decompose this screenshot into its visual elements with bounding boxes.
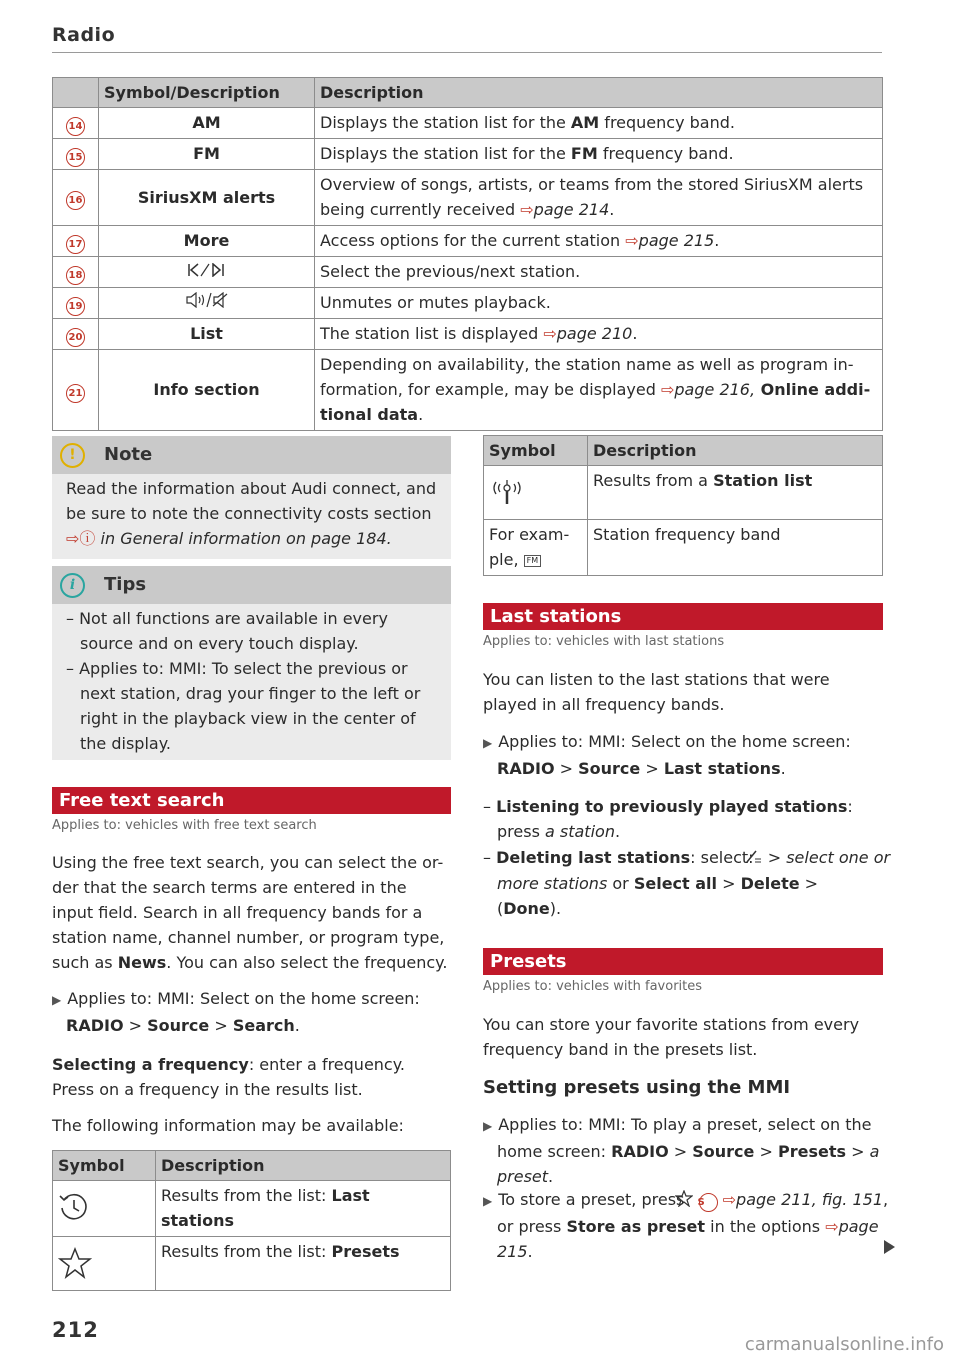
- symbol-more: More: [99, 226, 315, 257]
- row-description: Displays the station list for the FM frequency band.: [315, 139, 883, 170]
- page-link[interactable]: page 216,: [674, 380, 756, 399]
- callout-18: 18: [66, 266, 85, 285]
- col-header-symbol: Symbol: [484, 436, 588, 466]
- row-description: Results from the list: Last stations: [156, 1181, 451, 1237]
- symbol-siriusxm-alerts: SiriusXM alerts: [99, 170, 315, 226]
- table-row: [53, 226, 883, 257]
- row-description: Depending on availability, the station name as well as program in-formation, for example, may be displayed ⇨page 216, Online addi-tional data.: [315, 350, 883, 431]
- row-description: Unmutes or mutes playback.: [315, 288, 883, 319]
- page-link[interactable]: page 214: [533, 200, 610, 219]
- symbol-am: AM: [99, 108, 315, 139]
- page-link[interactable]: page 211,: [736, 1190, 817, 1209]
- presets-subheading: Setting presets using the MMI: [483, 1077, 791, 1098]
- radio-station-icon: [484, 466, 588, 520]
- page-link[interactable]: in General information on page 184.: [100, 529, 392, 548]
- tips-title: Tips: [104, 574, 147, 595]
- presets-step: ▶ To store a preset, press S ⇨page 211, fig. 151, or press Store as preset in the options ⇨page 215.: [483, 1190, 889, 1261]
- symbol-list: List: [99, 319, 315, 350]
- table-row: [484, 520, 883, 576]
- symbol-info-section: Info section: [99, 350, 315, 431]
- col-header-description: Description: [156, 1151, 451, 1181]
- table-row: [53, 257, 883, 288]
- header-divider: [52, 52, 882, 53]
- tips-box: [52, 566, 451, 760]
- table-row: [53, 319, 883, 350]
- fm-band-icon: FM: [524, 555, 542, 567]
- select-frequency-paragraph: Selecting a frequency: enter a frequency. Press on a frequency in the results list.: [52, 1055, 405, 1099]
- warning-icon: !: [60, 443, 85, 468]
- presets-step: ▶ Applies to: MMI: To play a preset, select on the home screen: RADIO > Source > Presets > a preset.: [483, 1115, 880, 1186]
- callout-20: 20: [66, 328, 85, 347]
- note-text: Read the information about Audi connect, and be sure to note the connectivity costs section ⇨ⓘ in General information on page 184.: [52, 474, 451, 559]
- frequency-example: For exam-ple, FM: [484, 520, 588, 576]
- table-row: [53, 108, 883, 139]
- edit-list-icon: [759, 846, 763, 871]
- section-heading-free-text-search: Free text search: [52, 787, 451, 814]
- table-row: [53, 170, 883, 226]
- row-description: Displays the station list for the AM frequency band.: [315, 108, 883, 139]
- col-header-description: Description: [588, 436, 883, 466]
- row-description: Station frequency band: [588, 520, 883, 576]
- table-row: [53, 350, 883, 431]
- skip-prev-next-icon: [99, 257, 315, 288]
- free-text-paragraph: Using the free text search, you can select the or-der that the search terms are entered in the input field. Search in all frequency bands for a station name, channel number, or program type, such as News. You can also select the frequency.: [52, 853, 448, 972]
- callout-21: 21: [66, 384, 85, 403]
- callout-16: 16: [66, 191, 85, 210]
- last-stations-paragraph: You can listen to the last stations that were played in all frequency bands.: [483, 670, 830, 714]
- free-text-symbol-table: [52, 1150, 451, 1291]
- note-box: [52, 436, 451, 559]
- table-row: [53, 139, 883, 170]
- star-icon: [53, 1237, 156, 1291]
- col-header-symbol: Symbol: [53, 1151, 156, 1181]
- tip-item: – Applies to: MMI: To select the previous or next station, drag your finger to the left or right in the playback view in the center of the display.: [66, 659, 421, 753]
- col-header-description: Description: [315, 78, 883, 108]
- applies-note: Applies to: vehicles with favorites: [483, 979, 703, 994]
- last-stations-list-item: – Listening to previously played stations: press a station.: [483, 797, 853, 841]
- table-row: [53, 1237, 451, 1291]
- table-row: [484, 466, 883, 520]
- tip-item: – Not all functions are available in every source and on every touch display.: [66, 609, 388, 653]
- row-description: Access options for the current station ⇨page 215.: [315, 226, 883, 257]
- last-stations-step: ▶ Applies to: MMI: Select on the home screen: RADIO > Source > Last stations.: [483, 732, 851, 778]
- col-header-symbol: Symbol/Description: [99, 78, 315, 108]
- following-info-text: The following information may be available:: [52, 1116, 404, 1135]
- callout-19: 19: [66, 297, 85, 316]
- page-number: 212: [52, 1318, 99, 1342]
- warning-small-icon: ⓘ: [79, 529, 96, 548]
- row-description: Select the previous/next station.: [315, 257, 883, 288]
- callout-s: S: [699, 1193, 718, 1212]
- row-description: The station list is displayed ⇨page 210.: [315, 319, 883, 350]
- row-description: Results from the list: Presets: [156, 1237, 451, 1291]
- callout-15: 15: [66, 148, 85, 167]
- page-link[interactable]: page 215: [497, 1217, 879, 1261]
- presets-paragraph: You can store your favorite stations from every frequency band in the presets list.: [483, 1015, 860, 1059]
- page-link[interactable]: page 210: [556, 324, 633, 343]
- applies-note: Applies to: vehicles with last stations: [483, 634, 725, 649]
- table-row: [53, 288, 883, 319]
- station-symbol-table: [483, 435, 883, 576]
- callout-14: 14: [66, 117, 85, 136]
- last-stations-list-item: – Deleting last stations: select: > select one or more stations or Select all > Delete > (Done).: [483, 848, 891, 918]
- section-heading-presets: Presets: [483, 948, 883, 975]
- section-heading-last-stations: Last stations: [483, 603, 883, 630]
- callout-17: 17: [66, 235, 85, 254]
- table-row: [53, 1181, 451, 1237]
- page-link[interactable]: page 215: [638, 231, 715, 250]
- symbol-fm: FM: [99, 139, 315, 170]
- page-header-title: Radio: [52, 24, 116, 46]
- watermark: carmanualsonline.info: [744, 1334, 944, 1355]
- applies-note: Applies to: vehicles with free text search: [52, 818, 317, 833]
- row-description: Overview of songs, artists, or teams from the stored SiriusXM alerts being currently received ⇨page 214.: [315, 170, 883, 226]
- row-description: Results from a Station list: [588, 466, 883, 520]
- free-text-step: ▶ Applies to: MMI: Select on the home screen: RADIO > Source > Search.: [52, 989, 420, 1035]
- clock-history-icon: [53, 1181, 156, 1237]
- symbol-table: [52, 77, 883, 431]
- star-icon: [689, 1189, 693, 1214]
- continue-arrow-icon: [884, 1240, 895, 1254]
- note-title: Note: [104, 444, 153, 465]
- info-icon: i: [60, 573, 85, 598]
- mute-unmute-icon: [99, 288, 315, 319]
